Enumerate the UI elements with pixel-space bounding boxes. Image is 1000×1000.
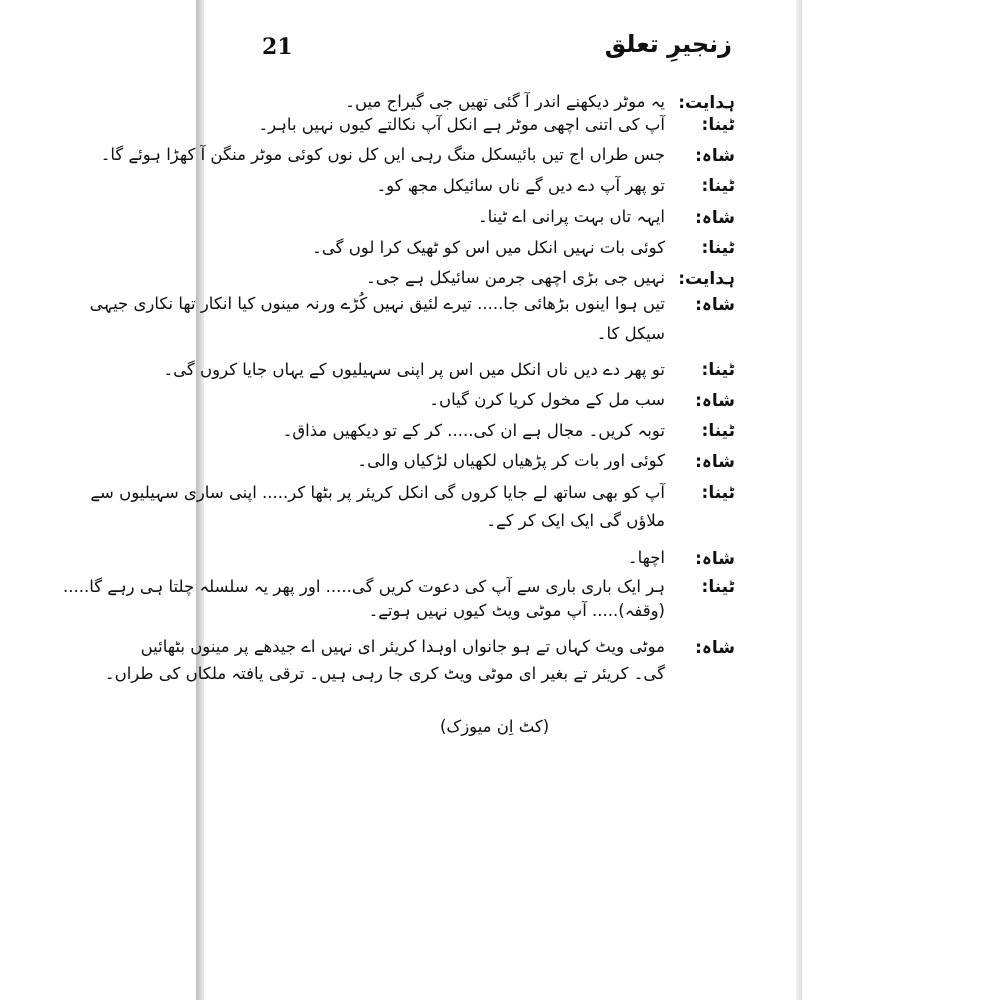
- speaker-name: شاہ:: [695, 549, 735, 569]
- speaker-name: ٹینا:: [701, 176, 735, 196]
- speaker-name: ٹینا:: [701, 238, 735, 258]
- line-text: موٹی ویٹ کہاں تے ہو جانواں اوہدا کریئر ای نہیں اے جیدھے پر مینوں بٹھائیں: [140, 637, 665, 656]
- line-text: یہ موٹر دیکھنے اندر آ گئی تھیں جی گیراج میں۔: [345, 92, 665, 111]
- dialogue-line: [255, 268, 735, 296]
- dialogue-line: [255, 451, 735, 479]
- dialogue-line-continued: [104, 664, 735, 692]
- speaker-name: ہدایت:: [678, 269, 735, 289]
- line-text: ملاؤں گی ایک ایک کر کے۔: [486, 511, 665, 530]
- dialogue-line: [90, 483, 735, 511]
- speaker-name: شاہ:: [695, 208, 735, 228]
- line-text: تیں ہوا اینوں بڑھائی جا..... تیرے لئیق نہیں کُڑے ورنہ مینوں کیا انکار تھا نکاری جیہی: [89, 294, 665, 313]
- line-text: آپ کی اتنی اچھی موٹر ہے انکل آپ نکالتے کیوں نہیں باہر۔: [258, 115, 665, 134]
- speaker-name: ٹینا:: [701, 360, 735, 380]
- dialogue-line-continued: [255, 324, 735, 352]
- line-text: کوئی اور بات کر پڑھیاں لکھیاں لڑکیاں والی۔: [357, 451, 665, 470]
- dialogue-line: [89, 294, 735, 322]
- dialogue-line: [100, 145, 735, 173]
- line-text: اچھا۔: [627, 548, 665, 567]
- line-text: تو پھر دے دیں ناں انکل میں اس پر اپنی سہیلیوں کے یہاں جایا کروں گی۔: [163, 360, 665, 379]
- speaker-name: ٹینا:: [701, 483, 735, 503]
- dialogue-line: [255, 390, 735, 418]
- running-title: زنجیرِ تعلق: [604, 30, 732, 58]
- speaker-name: ٹینا:: [701, 577, 735, 597]
- scan-edge-right: [796, 0, 802, 1000]
- line-text: تو پھر آپ دے دیں گے ناں سائیکل مجھ کو۔: [376, 176, 665, 195]
- dialogue-line: [140, 637, 735, 665]
- speaker-name: شاہ:: [695, 391, 735, 411]
- speaker-name: ٹینا:: [701, 115, 735, 135]
- line-text: نہیں جی بڑی اچھی جرمن سائیکل ہے جی۔: [366, 268, 665, 287]
- line-text: جس طراں اج تیں بائیسکل منگ رہی ایں کل نوں کوئی موٹر منگن آ کھڑا ہوئے گا۔: [100, 145, 665, 164]
- line-text: ایہہ تاں بہت پرانی اے ٹینا۔: [477, 207, 665, 226]
- page-number: 21: [262, 34, 293, 60]
- line-text: کوئی بات نہیں انکل میں اس کو ٹھیک کرا لوں گی۔: [312, 238, 665, 257]
- line-text: توبہ کریں۔ مجال ہے ان کی..... کر کے تو دیکھیں مذاق۔: [282, 421, 665, 440]
- dialogue-line-continued: [255, 511, 735, 539]
- line-text: سیکل کا۔: [596, 324, 665, 343]
- speaker-name: شاہ:: [695, 295, 735, 315]
- speaker-name: شاہ:: [695, 452, 735, 472]
- dialogue-line: [163, 360, 735, 388]
- dialogue-line: [255, 115, 735, 143]
- line-text: گی۔ کریئر تے بغیر ای موٹی ویٹ کری جا رہی ہیں۔ ترقی یافتہ ملکاں کی طراں۔: [104, 664, 665, 683]
- dialogue-line: [255, 176, 735, 204]
- dialogue-line-continued: [255, 601, 735, 629]
- speaker-name: ہدایت:: [678, 93, 735, 113]
- line-text: ہر ایک باری باری سے آپ کی دعوت کریں گی..... اور پھر یہ سلسلہ چلتا ہی رہے گا.....: [62, 577, 665, 596]
- dialogue-line: [255, 421, 735, 449]
- dialogue-line: [255, 238, 735, 266]
- speaker-name: شاہ:: [695, 146, 735, 166]
- line-text: سب مل کے مخول کریا کرن گیاں۔: [429, 390, 665, 409]
- line-text: (وقفہ)..... آپ موٹی ویٹ کیوں نہیں ہوتے۔: [368, 601, 665, 620]
- speaker-name: شاہ:: [695, 638, 735, 658]
- speaker-name: ٹینا:: [701, 421, 735, 441]
- line-text: آپ کو بھی ساتھ لے جایا کروں گی انکل کریئر پر بٹھا کر..... اپنی ساری سہیلیوں سے: [90, 483, 665, 502]
- stage-direction: (کٹ اِن میوزک): [440, 717, 550, 736]
- dialogue-line: [255, 207, 735, 235]
- dialogue-line: [255, 548, 735, 576]
